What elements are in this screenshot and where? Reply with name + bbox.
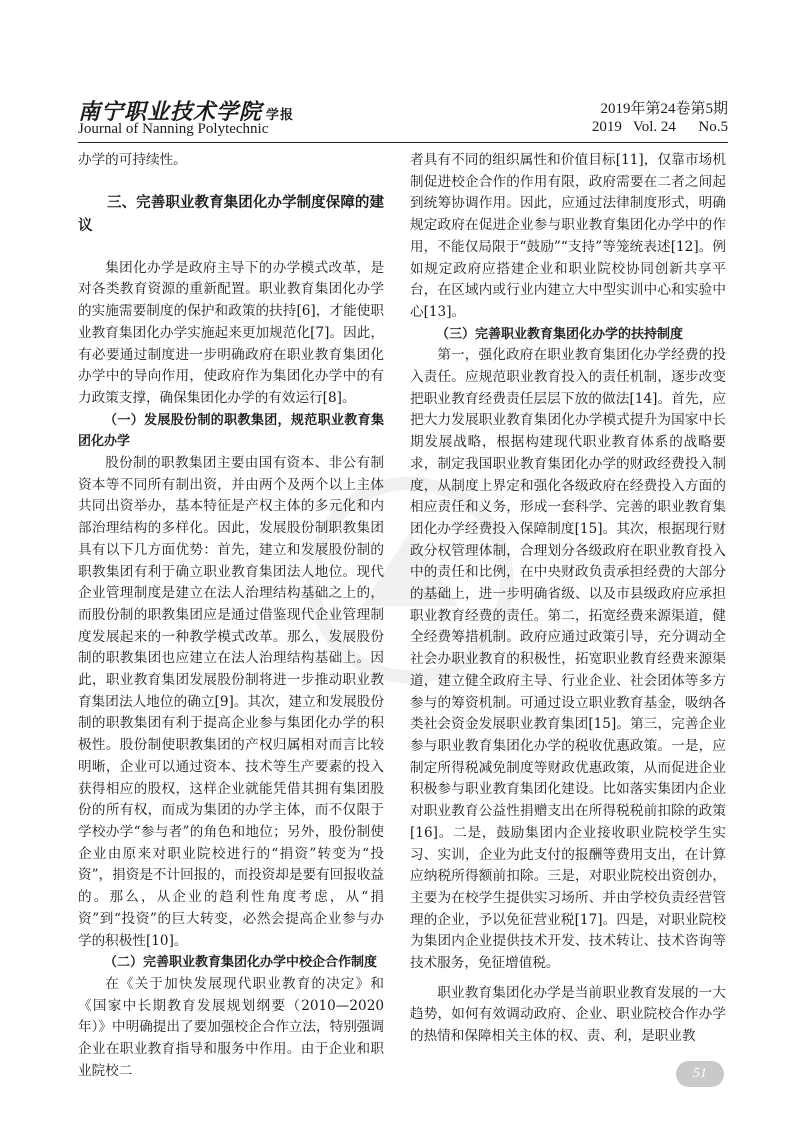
subsection-heading-3: （三）完善职业教育集团化办学的扶持制度 — [436, 326, 684, 342]
paragraph: 在《关于加快发展现代职业教育的决定》和《国家中长期教育发展规划纲要（2010—2020年）》中明确提出了要加强校企合作立法，特别强调企业在职业教育指导和服务中作用。由于企业和职业院校二 — [78, 975, 384, 1079]
right-column — [410, 150, 726, 1048]
paragraph: 第一，强化政府在职业教育集团化办学经费的投入责任。应规范职业教育投入的责任机制，逐步改变把职业教育经费责任层层下放的做法[14]。首先，应把大力发展职业教育集团化办学模式提升为国家中长期发展战略，根据构建现代职业教育体系的战略要求，制定我国职业教育集团化办学的财政经费投入制度，从制度上界定和强化各级政府在经费投入方面的相应责任和义务，形成一套科学、完善的职业教育集团化办学经费投入保障制度[15]。其次，根据现行财政分权管理体制，合理划分各级政府在职业教育投入中的责任和比例，在中央财政负责承担经费的大部分的基础上，进一步明确省级、以及市县级政府应承担职业教育经费的责任。第二，拓宽经费来源渠道，健全经费筹措机制。政府应通过政策引导，充分调动全社会办职业教育的积极性，拓宽职业教育经费来源渠道，建立健全政府主导、行业企业、社会团体等多方参与的筹资机制。可通过设立职业教育基金，吸纳各类社会资金发展职业教育集团[15]。第三，完善企业参与职业教育集团化办学的税收优惠政策。一是，应制定所得税减免制度等财政优惠政策，从而促进企业积极参与职业教育集团化建设。比如落实集团内企业对职业教育公益性捐赠支出在所得税税前扣除的政策[16]。二是，鼓励集团内企业接收职业院校学生实习、实训，企业为此支付的报酬等费用支出，在计算应纳税所得额前扣除。三是，对职业院校出资创办，主要为在校学生提供实习场所、并由学校负责经营管理的企业，予以免征营业税[17]。四是，对职业院校为集团内企业提供技术开发、技术转让、技术咨询等技术服务，免征增值税。 — [410, 347, 726, 972]
issue-info-cn: 2019年第24卷第5期 — [600, 101, 728, 117]
journal-name-cn: 南宁职业技术学院 — [78, 99, 263, 125]
left-column — [78, 150, 384, 1082]
paragraph-continuation: 者具有不同的组织属性和价值目标[11]，仅靠市场机制促进校企合作的作用有限，政府需要在二者之间起到统筹协调作用。因此，应通过法律制度形式，明确规定政府在促进企业参与职业教育集团化办学中的作用，不能仅局限于“鼓励”“支持”等笼统表述[12]。例如规定政府应搭建企业和职业院校协同创新共享平台，在区域内或行业内建立大中型实训中心和实验中心[13]。 — [410, 152, 726, 320]
paragraph: 股份制的职教集团主要由国有资本、非公有制资本等不同所有制出资，并由两个及两个以上主体共同出资举办，基本特征是产权主体的多元化和内部治理结构的多样化。因此，发展股份制职教集团具有以下几方面优势：首先，建立和发展股份制的职教集团有利于确立职业教育集团法人地位。现代企业管理制度是建立在法人治理结构基础之上的，而股份制的职教集团应是通过借鉴现代企业管理制度发展起来的一种教学模式改革。那么，发展股份制的职教集团也应建立在法人治理结构基础上。因此，职业教育集团发展股份制将进一步推动职业教育集团法人地位的确立[9]。其次，建立和发展股份制的职教集团有利于提高企业参与集团化办学的积极性。股份制使职教集团的产权归属相对而言比较明晰，企业可以通过资本、技术等生产要素的投入获得相应的股权，这样企业就能凭借其拥有集团股份的所有权，而成为集团的办学主体，而不仅限于学校办学“参与者”的角色和地位；另外，股份制使企业由原来对职业院校进行的“捐资”转变为“投资”，捐资是不计回报的，而投资却是要有回报收益的。那么，从企业的趋利性角度考虑，从“捐资”到“投资”的巨大转变，必然会提高企业参与办学的积极性[10]。 — [78, 455, 385, 949]
page-number-badge — [676, 1061, 724, 1087]
page-number: 51 — [693, 1066, 707, 1081]
paragraph: 职业教育集团化办学是当前职业教育发展的一大趋势，如何有效调动政府、企业、职业院校合作办学的热情和保障相关主体的权、责、利，是职业教 — [410, 984, 726, 1045]
journal-header — [78, 95, 728, 141]
journal-name-suffix: 学报 — [266, 108, 295, 123]
paragraph: 集团化办学是政府主导下的办学模式改革，是对各类教育资源的重新配置。职业教育集团化办学的实施需要制度的保护和政策的扶持[6]，才能使职业教育集团化办学实施起来更加规范化[7]。因此，有必要通过制度进一步明确政府在职业教育集团化办学中的导向作用，使政府作为集团化办学中的有力政策支撑，确保集团化办学的有效运行[8]。 — [78, 259, 384, 406]
subsection-heading-2: （二）完善职业教育集团化办学中校企合作制度 — [104, 955, 378, 971]
section-heading-3: 三、完善职业教育集团化办学制度保障的建议 — [78, 194, 384, 234]
paragraph-continuation: 办学的可持续性。 — [78, 152, 187, 168]
journal-name-en: Journal of Nanning Polytechnic — [78, 121, 269, 137]
header-rule — [78, 142, 728, 143]
subsection-heading-1: （一）发展股份制的职教集团，规范职业教育集团化办学 — [78, 412, 384, 450]
issue-info-en: 2019 Vol. 24 No.5 — [591, 119, 728, 135]
